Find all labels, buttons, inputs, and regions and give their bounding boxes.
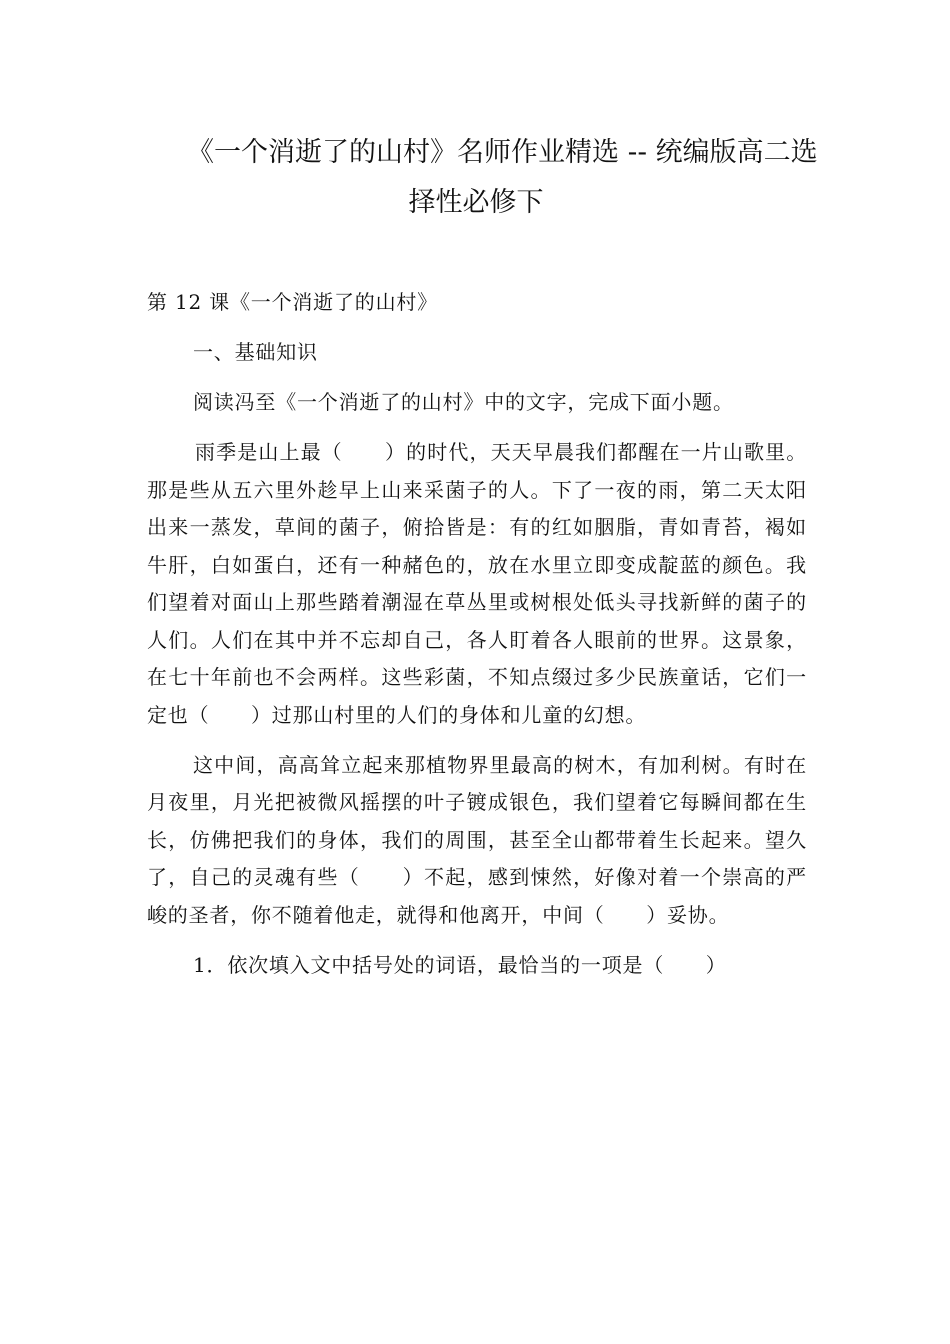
document-title: [147, 128, 818, 228]
document-body: [147, 284, 807, 997]
title-line-2: 择性必修下: [408, 187, 544, 218]
passage-paragraph-1: 雨季是山上最（ ）的时代，天天早晨我们都醒在一片山歌里。那是些从五六里外趁早上山来采菌子的人。下了一夜的雨，第二天太阳出来一蒸发，草间的菌子，俯拾皆是：有的红如胭脂，青如青苔，褐如牛肝，白如蛋白，还有一种赭色的，放在水里立即变成靛蓝的颜色。我们望着对面山上那些踏着潮湿在草丛里或树根处低头寻找新鲜的菌子的人们。人们在其中并不忘却自己，各人盯着各人眼前的世界。这景象，在七十年前也不会两样。这些彩菌，不知点缀过多少民族童话，它们一定也（ ）过那山村里的人们的身体和儿童的幻想。: [147, 440, 807, 727]
question-1: 1．依次填入文中括号处的词语，最恰当的一项是（ ）: [193, 952, 727, 977]
section-heading: 一、基础知识: [193, 340, 318, 364]
passage-paragraph-2: 这中间，高高耸立起来那植物界里最高的树木，有加利树。有时在月夜里，月光把被微风摇摆的叶子镀成银色，我们望着它每瞬间都在生长，仿佛把我们的身体，我们的周围，甚至全山都带着生长起来。望久了，自己的灵魂有些（ ）不起，感到悚然，好像对着一个崇高的严峻的圣者，你不随着他走，就得和他离开，中间（ ）妥协。: [147, 752, 807, 927]
lesson-heading: 第 12 课《一个消逝了的山村》: [147, 290, 438, 314]
instruction-text: 阅读冯至《一个消逝了的山村》中的文字，完成下面小题。: [193, 390, 734, 414]
title-line-1: 《一个消逝了的山村》名师作业精选 -- 统编版高二选: [187, 137, 818, 168]
